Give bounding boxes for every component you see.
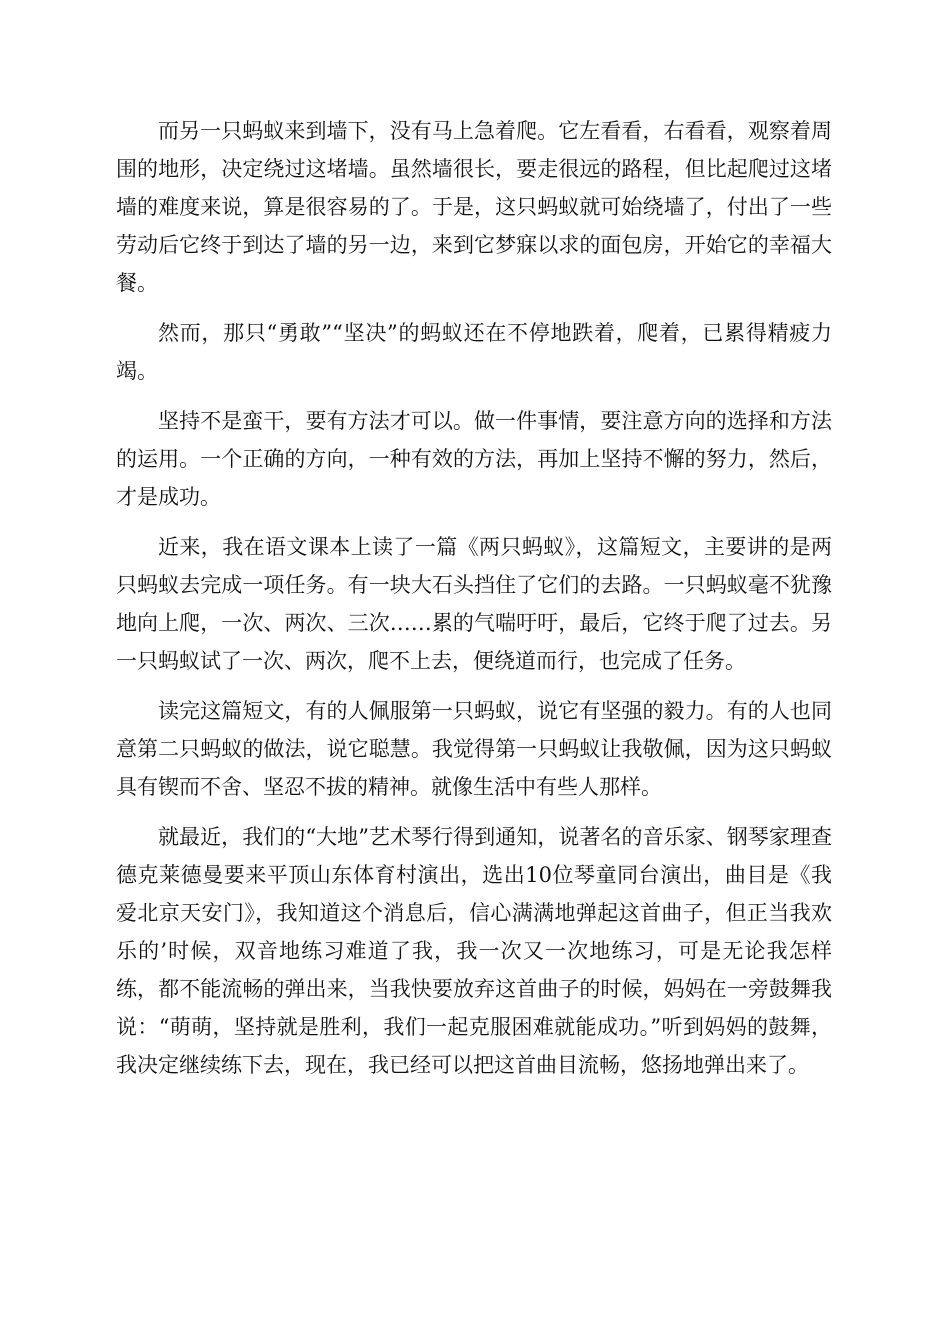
paragraph: 而另一只蚂蚁来到墙下，没有马上急着爬。它左看看，右看看，观察着周围的地形，决定绕过这堵墙。虽然墙很长，要走很远的路程，但比起爬过这堵墙的难度来说，算是很容易的了。于是，这只蚂蚁就可始绕墙了，付出了一些劳动后它终于到达了墙的另一边，来到它梦寐以求的面包房，开始它的幸福大餐。 [116, 119, 832, 295]
paragraph: 就最近，我们的“大地”艺术琴行得到通知，说著名的音乐家、钢琴家理查德克莱德曼要来平顶山东体育村演出，选出10位琴童同台演出，曲目是《我爱北京天安门》，我知道这个消息后，信心满满地弹起这首曲子，但正当我欢乐的’时候，双音地练习难道了我，我一次又一次地练习，可是无论我怎样练，都不能流畅的弹出来，当我快要放弃这首曲子的时候，妈妈在一旁鼓舞我说：“萌萌，坚持就是胜利，我们一起克服困难就能成功。”听到妈妈的鼓舞，我决定继续练下去，现在，我已经可以把这首曲目流畅，悠扬地弹出来了。 [116, 825, 832, 1077]
paragraph: 读完这篇短文，有的人佩服第一只蚂蚁，说它有坚强的毅力。有的人也同意第二只蚂蚁的做法，说它聪慧。我觉得第一只蚂蚁让我敬佩，因为这只蚂蚁具有锲而不舍、坚忍不拔的精神。就像生活中有些人那样。 [116, 699, 832, 799]
paragraph: 坚持不是蛮干，要有方法才可以。做一件事情，要注意方向的选择和方法的运用。一个正确的方向，一种有效的方法，再加上坚持不懈的努力，然后，才是成功。 [116, 409, 832, 509]
document-body [116, 112, 832, 1084]
paragraph: 近来，我在语文课本上读了一篇《两只蚂蚁》，这篇短文，主要讲的是两只蚂蚁去完成一项任务。有一块大石头挡住了它们的去路。一只蚂蚁毫不犹豫地向上爬，一次、两次、三次……累的气喘吁吁，最后，它终于爬了过去。另一只蚂蚁试了一次、两次，爬不上去，便绕道而行，也完成了任务。 [116, 535, 832, 673]
paragraph: 然而，那只“勇敢”“坚决”的蚂蚁还在不停地跌着，爬着，已累得精疲力竭。 [116, 321, 832, 383]
